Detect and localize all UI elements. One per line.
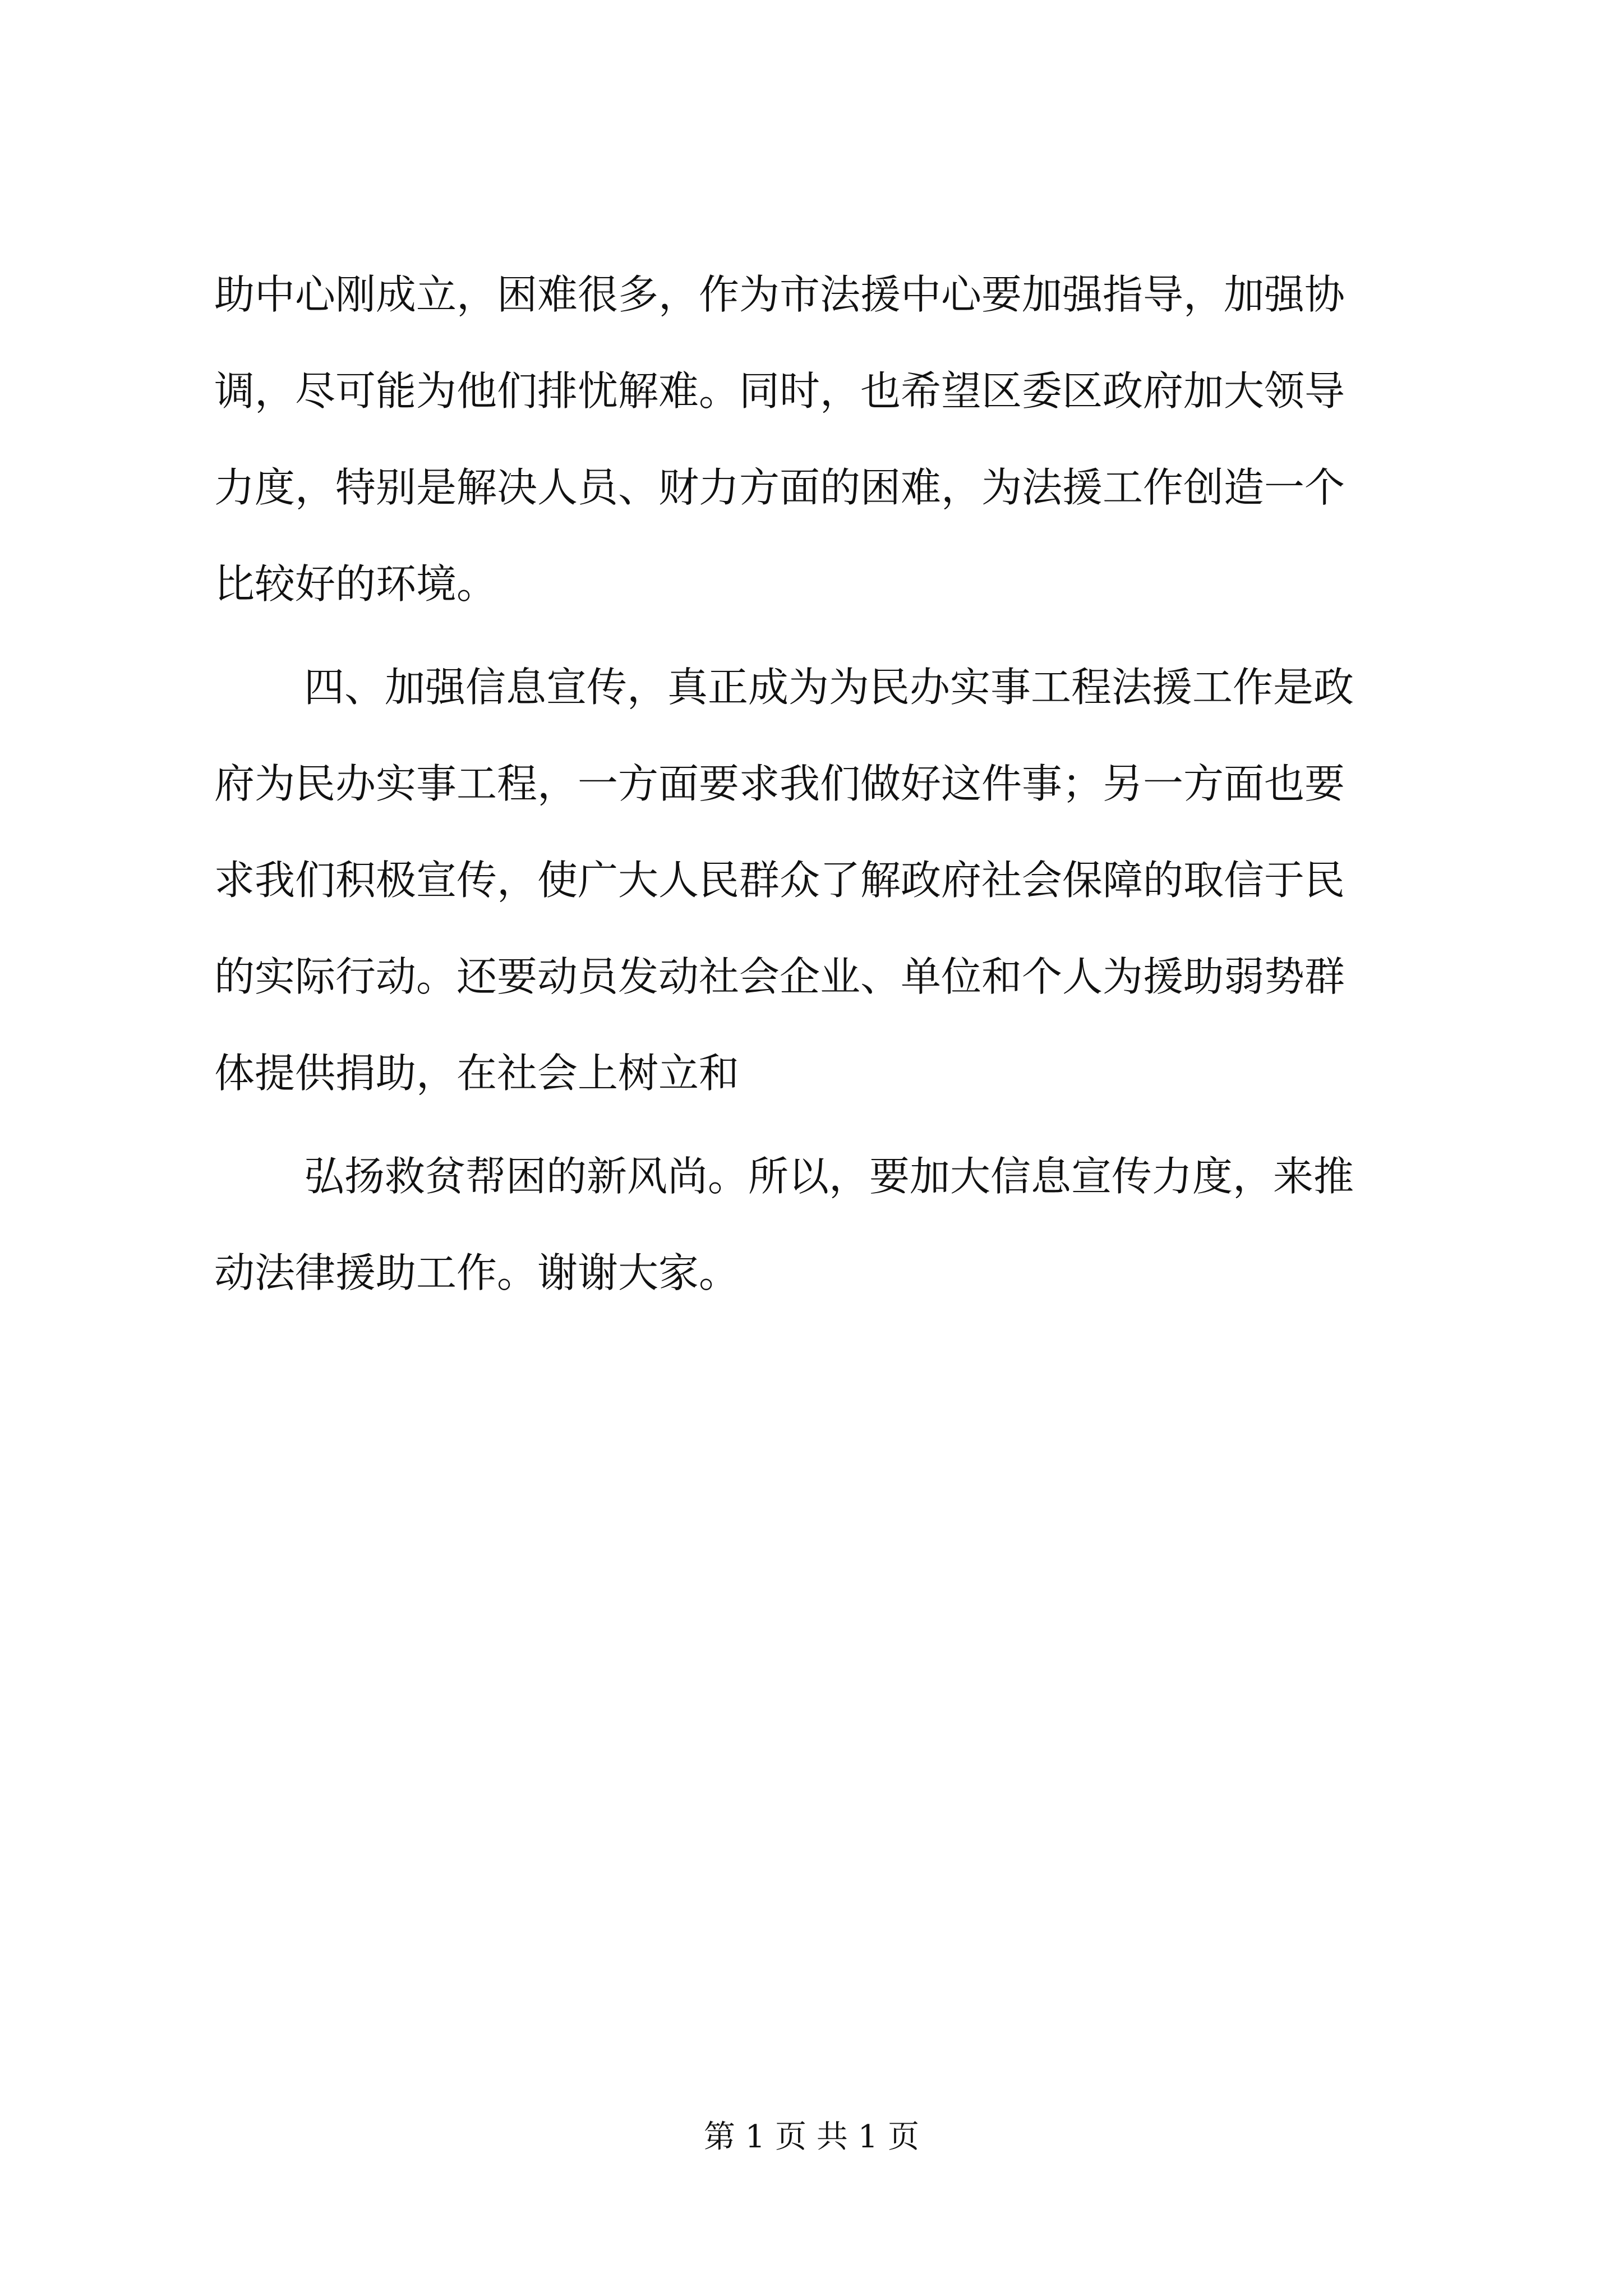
paragraph-2-line-4: 的实际行动。还要动员发动社会企业、单位和个人为援助弱势群: [214, 953, 1345, 1000]
paragraph-2-line-5: 体提供捐助，在社会上树立和: [214, 1050, 740, 1097]
paragraph-3-line-2: 动法律援助工作。谢谢大家。: [214, 1249, 740, 1296]
paragraph-1-line-3: 力度，特别是解决人员、财力方面的困难，为法援工作创造一个: [214, 464, 1345, 511]
paragraph-3-line-1: 弘扬救贫帮困的新风尚。所以，要加大信息宣传力度，来推: [304, 1153, 1354, 1200]
paragraph-2-line-2: 府为民办实事工程，一方面要求我们做好这件事；另一方面也要: [214, 760, 1345, 807]
paragraph-1-line-2: 调，尽可能为他们排忧解难。同时，也希望区委区政府加大领导: [214, 367, 1345, 415]
paragraph-1-line-4: 比较好的环境。: [214, 560, 497, 608]
page-footer: 第 1 页 共 1 页: [703, 2119, 920, 2155]
paragraph-2-line-1: 四、加强信息宣传，真正成为为民办实事工程法援工作是政: [304, 664, 1354, 711]
paragraph-1-line-1: 助中心刚成立，困难很多，作为市法援中心要加强指导，加强协: [214, 271, 1345, 318]
paragraph-2-line-3: 求我们积极宣传，使广大人民群众了解政府社会保障的取信于民: [214, 857, 1345, 904]
